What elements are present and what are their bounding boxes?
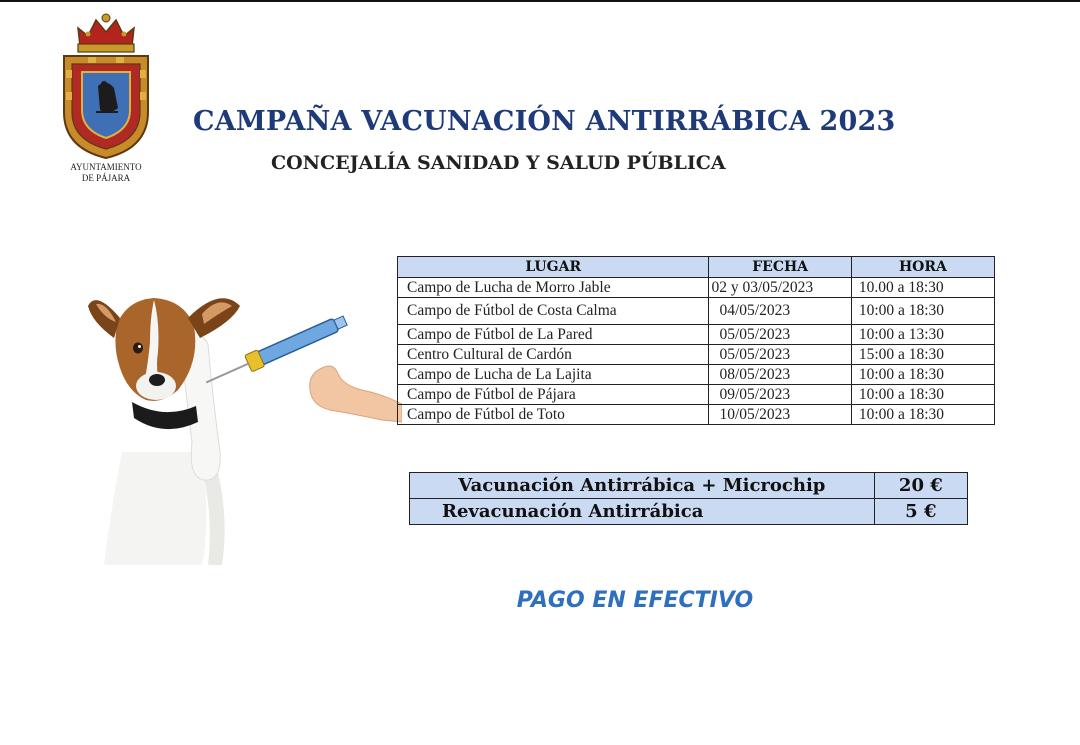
cell-lugar: Campo de Fútbol de Costa Calma (398, 298, 709, 325)
crest-caption-line2: DE PÁJARA (81, 173, 131, 183)
dog-vaccine-illustration (82, 282, 402, 567)
cell-fecha: 10/05/2023 (709, 405, 851, 425)
cell-hora: 10:00 a 18:30 (851, 298, 994, 325)
crest-caption-line1: AYUNTAMIENTO (70, 162, 142, 172)
cell-fecha: 04/05/2023 (709, 298, 851, 325)
table-row (398, 298, 995, 325)
price-item-name: Revacunación Antirrábica (410, 499, 875, 525)
cell-lugar: Campo de Lucha de Morro Jable (398, 278, 709, 298)
cell-fecha: 05/05/2023 (709, 345, 851, 365)
schedule-header-row (398, 257, 995, 278)
cell-hora: 10:00 a 18:30 (851, 405, 994, 425)
price-row (410, 473, 968, 499)
price-item-name: Vacunación Antirrábica + Microchip (410, 473, 875, 499)
header-lugar: LUGAR (398, 257, 709, 278)
price-row (410, 499, 968, 525)
municipal-crest-logo (58, 12, 154, 162)
table-row (398, 325, 995, 345)
table-row (398, 405, 995, 425)
price-item-amount: 5 € (874, 499, 967, 525)
page-title: CAMPAÑA VACUNACIÓN ANTIRRÁBICA 2023 (193, 106, 896, 137)
table-row (398, 345, 995, 365)
cell-fecha: 02 y 03/05/2023 (709, 278, 851, 298)
cell-fecha: 08/05/2023 (709, 365, 851, 385)
cell-lugar: Campo de Fútbol de La Pared (398, 325, 709, 345)
table-row (398, 278, 995, 298)
cell-lugar: Centro Cultural de Cardón (398, 345, 709, 365)
cell-hora: 10:00 a 18:30 (851, 385, 994, 405)
cell-lugar: Campo de Fútbol de Toto (398, 405, 709, 425)
cell-fecha: 09/05/2023 (709, 385, 851, 405)
cell-lugar: Campo de Fútbol de Pájara (398, 385, 709, 405)
table-row (398, 385, 995, 405)
cell-hora: 10:00 a 13:30 (851, 325, 994, 345)
table-row (398, 365, 995, 385)
price-table (409, 472, 968, 525)
cell-lugar: Campo de Lucha de La Lajita (398, 365, 709, 385)
payment-note: PAGO EN EFECTIVO (516, 588, 754, 613)
header-fecha: FECHA (709, 257, 851, 278)
price-item-amount: 20 € (874, 473, 967, 499)
top-border-line (0, 0, 1080, 2)
header-hora: HORA (851, 257, 994, 278)
cell-hora: 10.00 a 18:30 (851, 278, 994, 298)
schedule-table (397, 256, 995, 425)
cell-hora: 15:00 a 18:30 (851, 345, 994, 365)
crest-caption (50, 162, 162, 184)
cell-hora: 10:00 a 18:30 (851, 365, 994, 385)
cell-fecha: 05/05/2023 (709, 325, 851, 345)
page-subtitle: CONCEJALÍA SANIDAD Y SALUD PÚBLICA (271, 152, 726, 174)
